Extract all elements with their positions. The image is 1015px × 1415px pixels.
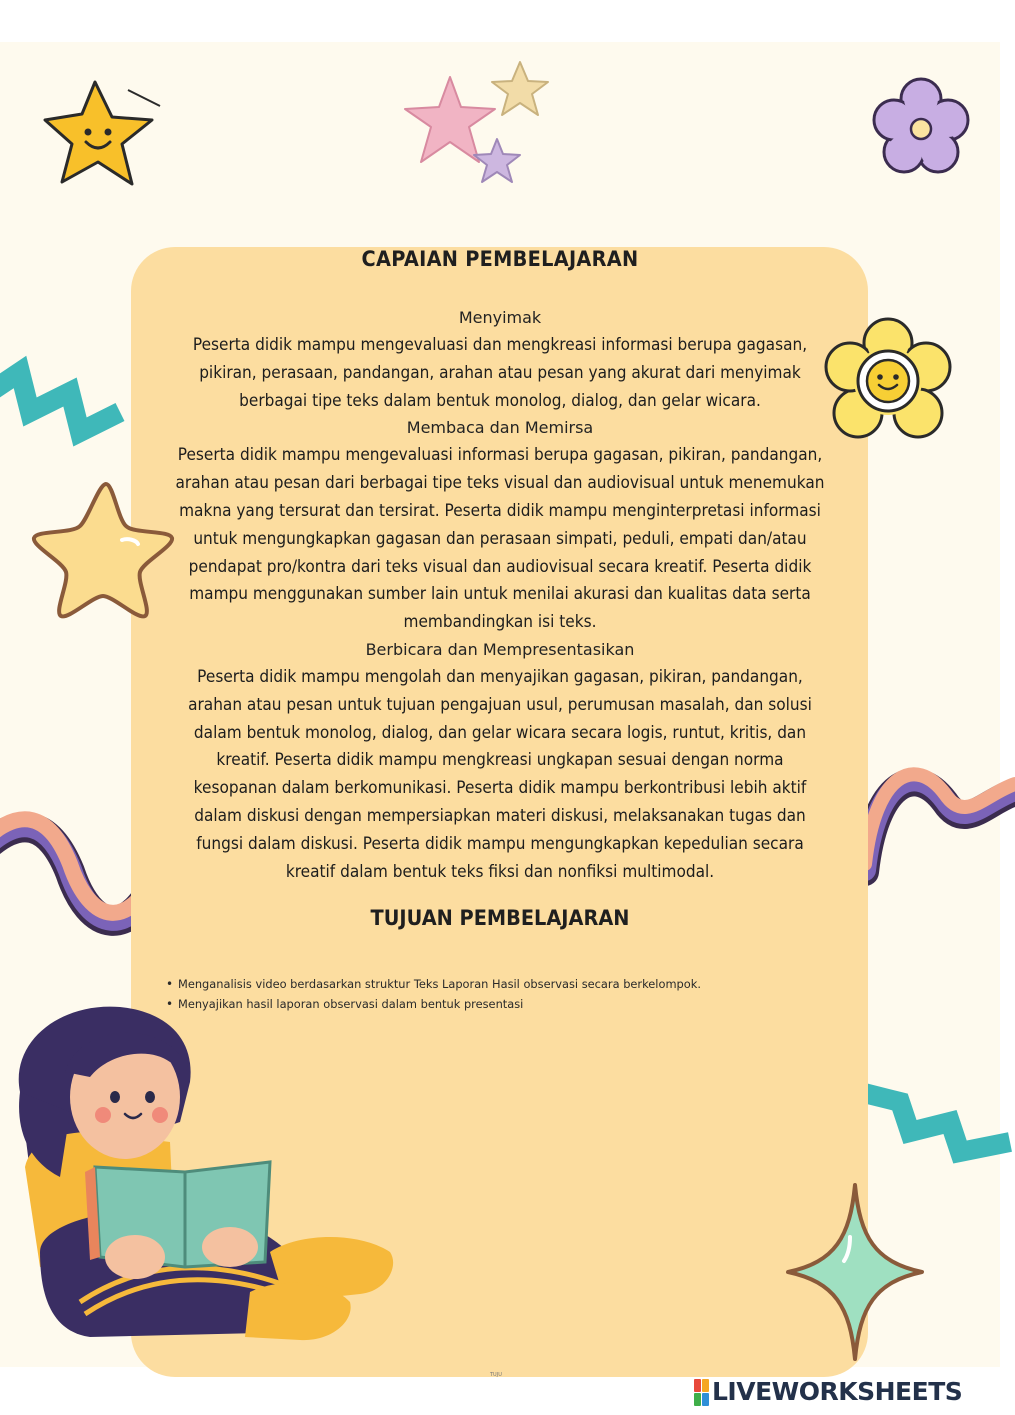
smiling-daisy-icon: [818, 315, 958, 455]
reading-girl-illustration: [0, 1002, 420, 1367]
bullet-mark: •: [166, 977, 174, 991]
section-text-menyimak: Peserta didik mampu mengevaluasi dan mengkreasi informasi berupa gagasan, pikiran, perasaan, pandangan, arahan atau pesan yang akurat dari menyimak berbagai tipe teks dalam bentuk monolog, dialog, dan gelar wicara.: [192, 335, 808, 410]
bullet-mark: •: [166, 997, 174, 1011]
smiling-star-icon: [40, 72, 170, 202]
list-item: [166, 974, 701, 994]
sparkle-star-icon: [780, 1177, 930, 1367]
tujuan-title: TUJUAN PEMBELAJARAN: [370, 906, 630, 931]
list-item: [166, 994, 701, 1014]
tujuan-list: [166, 974, 701, 1014]
yellow-star-icon: [28, 474, 178, 624]
section-heading-menyimak: Menyimak: [458, 308, 542, 327]
lilac-star-icon: [470, 134, 525, 189]
section-heading-membaca: Membaca dan Memirsa: [406, 418, 594, 438]
tan-star-icon: [488, 57, 553, 122]
footer-mark: TUJU: [490, 1372, 502, 1378]
section-text-membaca: Peserta didik mampu mengevaluasi informasi berupa gagasan, pikiran, pandangan, arahan atau pesan dari berbagai tipe teks visual dan audiovisual untuk menemukan makna yang tersurat dan tersirat. Peserta didik mampu menginterpretasi informasi untuk mengungkapkan gagasan dan perasaan simpati, peduli, empati dan/atau pendapat pro/kontra dari teks visual dan audiovisual secara kreatif. Peserta didik mampu menggunakan sumber lain untuk menilai akurasi dan kualitas data serta membandingkan isi teks.: [175, 445, 825, 632]
list-item-text: Menyajikan hasil laporan observasi dalam bentuk presentasi: [178, 997, 524, 1011]
teal-zigzag-icon: [0, 352, 140, 482]
list-item-text: Menganalisis video berdasarkan struktur Teks Laporan Hasil observasi secara berkelompok.: [178, 977, 701, 991]
logo-block: [702, 1393, 709, 1406]
section-text-berbicara: Peserta didik mampu mengolah dan menyajikan gagasan, pikiran, pandangan, arahan atau pesan untuk tujuan pengajuan usul, perumusan masalah, dan solusi dalam bentuk monolog, dialog, dan gelar wicara secara logis, runtut, kritis, dan kreatif. Peserta didik mampu mengkreasi ungkapan sesuai dengan norma kesopanan dalam berkomunikasi. Peserta didik mampu berkontribusi lebih aktif dalam diskusi dengan mempersiapkan materi diskusi, melaksanakan tugas dan fungsi dalam diskusi. Peserta didik mampu mengungkapkan kepedulian secara kreatif dalam bentuk teks fiksi dan nonfiksi multimodal.: [188, 666, 812, 881]
liveworksheets-logo: [694, 1376, 962, 1408]
logo-block: [694, 1393, 701, 1406]
liveworksheets-icon: [694, 1379, 708, 1405]
purple-flower-icon: [866, 72, 976, 182]
section-heading-berbicara: Berbicara dan Mempresentasikan: [365, 639, 635, 659]
logo-block: [694, 1379, 701, 1392]
logo-block: [702, 1379, 709, 1392]
brand-name: LIVEWORKSHEETS: [712, 1377, 963, 1406]
wavy-ribbon-icon: [855, 742, 1015, 902]
capaian-content: [170, 238, 830, 933]
capaian-title: CAPAIAN PEMBELAJARAN: [361, 247, 639, 271]
teal-zigzag-icon: [860, 1062, 1010, 1182]
